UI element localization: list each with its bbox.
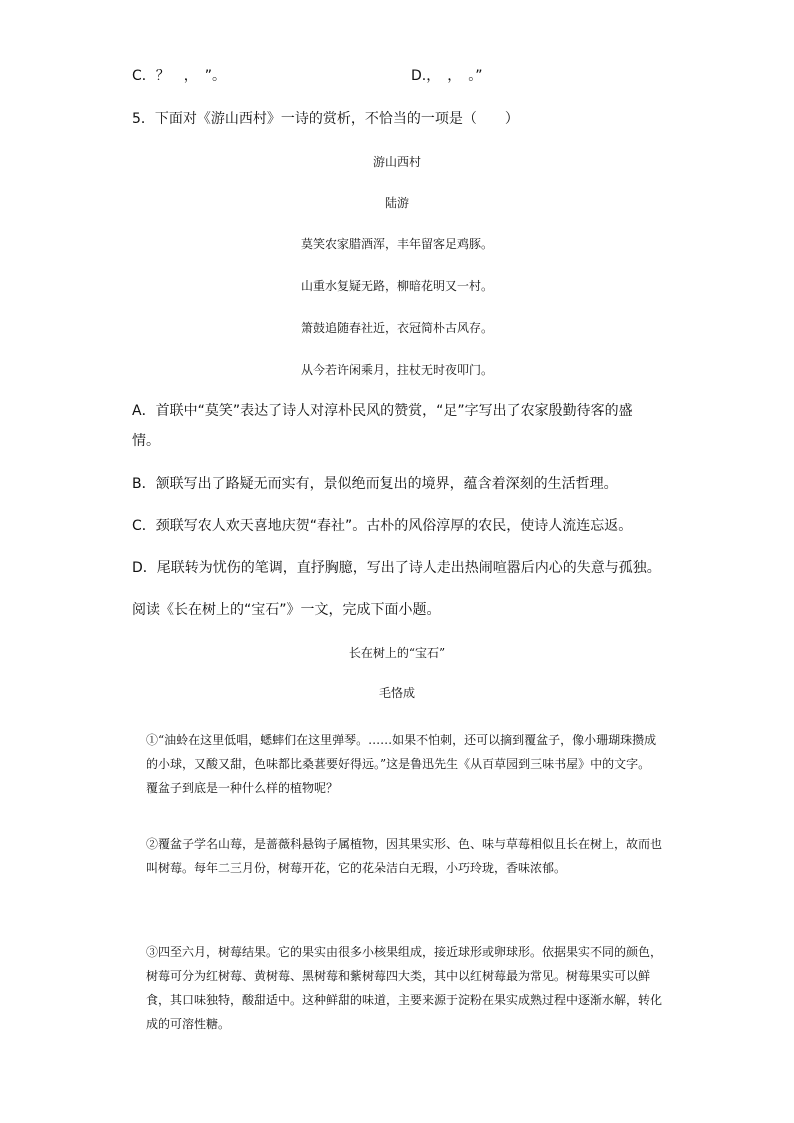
reading-instruction: 阅读《长在树上的“宝石”》一文，完成下面小题。 xyxy=(132,602,441,618)
choice-c: C．颈联写农人欢天喜地庆贺“春社”。古朴的风俗淳厚的农民，使诗人流连忘返。 xyxy=(132,518,633,534)
poem-line-3: 箫鼓追随春社近，衣冠简朴古风存。 xyxy=(300,321,493,335)
article-author: 毛恪成 xyxy=(378,686,415,700)
article-paragraph-2 xyxy=(132,832,662,880)
question-5-stem: 5．下面对《游山西村》一诗的赏析，不恰当的一项是（ ） xyxy=(132,111,519,127)
poem-line-2: 山重水复疑无路，柳暗花明又一村。 xyxy=(300,279,493,293)
choice-b: B．颔联写出了路疑无而实有，景似绝而复出的境界，蕴含着深刻的生活哲理。 xyxy=(132,476,618,492)
poem-line-1: 莫笑农家腊酒浑，丰年留客足鸡豚。 xyxy=(300,237,493,251)
choice-d: D．尾联转为忧伤的笔调，直抒胸臆，写出了诗人走出热闹喧嚣后内心的失意与孤独。 xyxy=(132,560,661,576)
choice-a-line-2: 情。 xyxy=(132,433,160,449)
paragraph-text: ②覆盆子学名山莓，是蔷薇科悬钩子属植物，因其果实形、色、味与草莓相似且长在树上，故而也叫树莓。每年二三月份，树莓开花，它的花朵洁白无瑕，小巧玲珑，香味浓郁。 xyxy=(146,837,663,875)
article-title: 长在树上的“宝石” xyxy=(348,646,446,660)
option-c: C．？ ， ”。 xyxy=(132,68,227,84)
option-d: D.， ， 。” xyxy=(411,68,483,84)
article-paragraph-3 xyxy=(132,940,662,1036)
paragraph-text: ③四至六月，树莓结果。它的果实由很多小核果组成，接近球形或卵球形。依据果实不同的颜色，树莓可分为红树莓、黄树莓、黑树莓和紫树莓四大类，其中以红树莓最为常见。树莓果实可以鲜食，其口味独特，酸甜适中。这种鲜甜的味道，主要来源于淀粉在果实成熟过程中逐渐水解，转化成的可溶性糖。 xyxy=(146,945,663,1031)
paragraph-text: ①“油蛉在这里低唱，蟋蟀们在这里弹琴。……如果不怕刺，还可以摘到覆盆子，像小珊瑚珠攒成的小球，又酸又甜，色味都比桑葚要好得远。”这是鲁迅先生《从百草园到三味书屋》中的文字。覆盆子到底是一种什么样的植物呢？ xyxy=(146,733,657,795)
poem-line-4: 从今若许闲乘月，拄杖无时夜叩门。 xyxy=(300,363,493,377)
choice-a-line-1: A．首联中“莫笑”表达了诗人对淳朴民风的赞赏，“足”字写出了农家殷勤待客的盛 xyxy=(132,403,633,419)
article-paragraph-1 xyxy=(132,728,662,800)
poem-title: 游山西村 xyxy=(372,155,421,169)
poem-author: 陆游 xyxy=(384,196,409,210)
